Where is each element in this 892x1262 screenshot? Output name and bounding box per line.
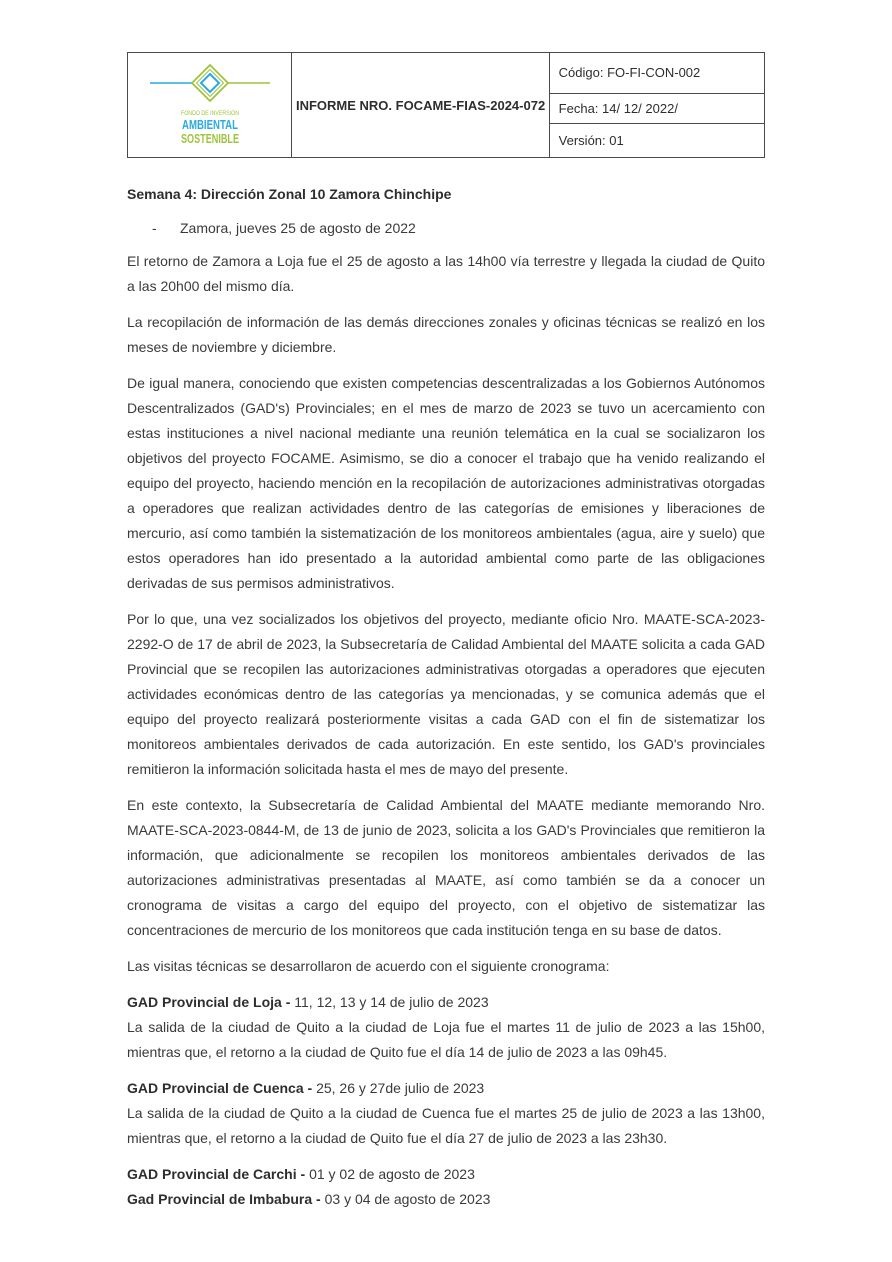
fias-logo-icon [148,63,272,147]
schedule-entry-dates: 11, 12, 13 y 14 de julio de 2023 [294,994,489,1010]
schedule-entry-name: GAD Provincial de Loja - [127,994,291,1010]
report-header-table [127,52,765,158]
paragraph-retorno-zamora: El retorno de Zamora a Loja fue el 25 de agosto a las 14h00 vía terrestre y llegada la ciudad de Quito a las 20h00 del mismo día. [127,253,765,294]
schedule-entry-title [127,1076,765,1101]
schedule-entry-name: GAD Provincial de Cuenca - [127,1080,313,1096]
paragraph-oficio-maate: Por lo que, una vez socializados los objetivos del proyecto, mediante oficio Nro. MAATE-SCA-2023-2292-O de 17 de abril de 2023, la Subsecretaría de Calidad Ambiental del MAATE solicita a cada GAD Provincial que se recopilen las autorizaciones administrativas otorgadas a operadores que ejecuten actividades económicas dentro de las categorías ya mencionadas, y se comunica además que el equipo del proyecto realizará posteriormente visitas a cada GAD con el fin de sistematizar los monitoreos ambientales derivados de cada autorización. En este sentido, los GAD's provinciales remitieron la información solicitada hasta el mes de mayo del presente. [127,611,765,777]
paragraph-recopilacion: La recopilación de información de las demás direcciones zonales y oficinas técnicas se realizó en los meses de noviembre y diciembre. [127,314,765,355]
meta-cell [550,53,764,157]
report-title: INFORME NRO. FOCAME-FIAS-2024-072 [292,53,549,157]
schedule-entry-dates: 25, 26 y 27de julio de 2023 [316,1080,485,1096]
bullet-text: Zamora, jueves 25 de agosto de 2022 [180,220,416,236]
codigo-field: Código: FO-FI-CON-002 [550,53,764,94]
schedule-entry-name: Gad Provincial de Imbabura - [127,1191,321,1207]
logo-text-fondo: FONDO DE INVERSION [180,111,239,117]
paragraph-memorando-maate: En este contexto, la Subsecretaría de Calidad Ambiental del MAATE mediante memorando Nro. MAATE-SCA-2023-0844-M, de 13 de junio de 2023, solicita a los GAD's Provinciales que remitieron la información, que adicionalmente se recopilen los monitoreos ambientales derivados de las autorizaciones administrativas presentadas al MAATE, así como también se da a conocer un cronograma de visitas a cargo del equipo del proyecto, con el objetivo de sistematizar las concentraciones de mercurio de los monitoreos que cada institución tenga en su base de datos. [127,797,765,938]
schedule-entry-detail: La salida de la ciudad de Quito a la ciudad de Loja fue el martes 11 de julio de 2023 a las 15h00, mientras que, el retorno a la ciudad de Quito fue el día 14 de julio de 2023 a las 09h45. [127,1019,765,1060]
logo-text-sostenible: SOSTENIBLE [180,131,239,146]
schedule-entry-detail: La salida de la ciudad de Quito a la ciudad de Cuenca fue el martes 25 de julio de 2023 a las 13h00, mientras que, el retorno a la ciudad de Quito fue el día 27 de julio de 2023 a las 23h30. [127,1105,765,1146]
bullet-item [127,216,765,241]
section-heading: Semana 4: Dirección Zonal 10 Zamora Chinchipe [127,186,452,202]
logo-inner-diamond [201,74,219,92]
schedule-entry-name: GAD Provincial de Carchi - [127,1166,306,1182]
schedule-entry-imbabura [127,1187,765,1212]
version-field: Versión: 01 [558,133,624,149]
report-page [127,0,765,1212]
schedule-entry-dates: 01 y 02 de agosto de 2023 [309,1166,475,1182]
logo-outer-diamond [192,65,228,101]
schedule-entry-loja [127,990,765,1065]
schedule-entry-cuenca [127,1076,765,1151]
paragraph-gads-socializacion: De igual manera, conociendo que existen competencias descentralizadas a los Gobiernos Autónomos Descentralizados (GAD's) Provinciales; en el mes de marzo de 2023 se tuvo un acercamiento con estas instituciones a nivel nacional mediante una reunión telemática en la cual se socializaron los objetivos del proyecto FOCAME. Asimismo, se dio a conocer el trabajo que ha venido realizando el equipo del proyecto, haciendo mención en la recopilación de autorizaciones administrativas otorgadas a operadores que realizan actividades dentro de las categorías de emisiones y liberaciones de mercurio, así como también la sistematización de los monitoreos ambientales (agua, aire y suelo) que estos operadores han ido presentado a la autoridad ambiental como parte de las obligaciones derivadas de sus permisos administrativos. [127,375,765,591]
schedule-entry-dates: 03 y 04 de agosto de 2023 [324,1191,491,1207]
schedule-entry-title [127,1162,765,1187]
bullet-dash: - [152,220,157,236]
logo-cell [128,53,292,157]
schedule-entry-title [127,1187,765,1212]
schedule-intro: Las visitas técnicas se desarrollaron de acuerdo con el siguiente cronograma: [127,958,610,974]
logo-text-ambiental: AMBIENTAL [181,117,238,132]
fecha-field: Fecha: 14/ 12/ 2022/ [550,94,764,125]
schedule-entry-carchi [127,1162,765,1187]
schedule-entry-title [127,990,765,1015]
